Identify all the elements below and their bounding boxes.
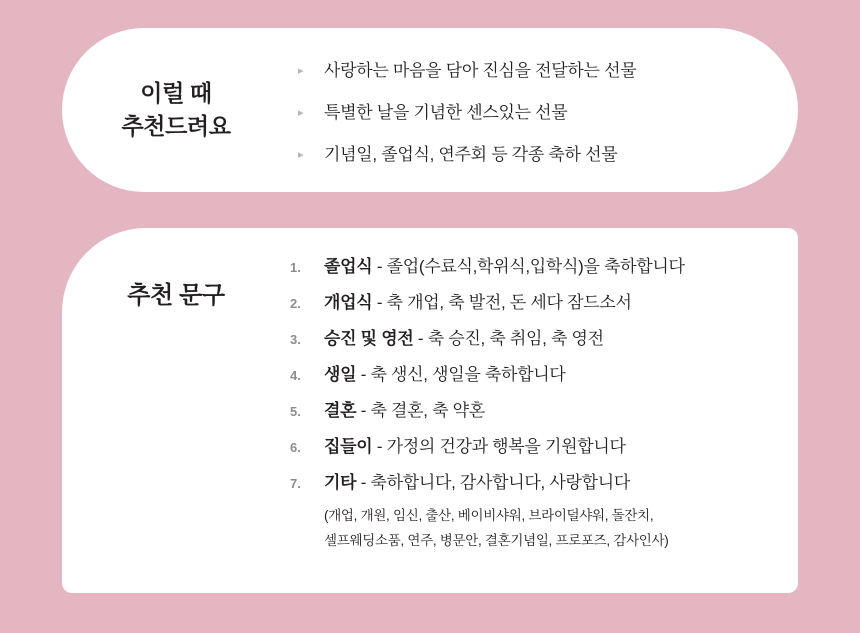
list-item-term: 승진 및 영전 (324, 329, 414, 348)
list-item (290, 324, 780, 349)
list-item-desc: - 축 결혼, 축 약혼 (360, 401, 485, 420)
note-line-2: 셀프웨딩소품, 연주, 병문안, 결혼기념일, 프로포즈, 감사인사) (324, 532, 669, 548)
list-item (290, 468, 780, 493)
list-item-term: 집들이 (324, 437, 373, 456)
list-item-label: 기념일, 졸업식, 연주회 등 각종 축하 선물 (324, 144, 618, 164)
list-item (298, 98, 778, 123)
recommended-phrases-title: 추천 문구 (127, 282, 225, 309)
list-item (290, 360, 780, 385)
list-item-number: 4. (290, 368, 301, 383)
list-item-text (324, 324, 604, 349)
list-item-desc: - 축하합니다, 감사합니다, 사랑합니다 (360, 473, 630, 492)
list-item-number: 5. (290, 404, 301, 419)
list-item-desc: - 졸업(수료식,학위식,입학식)을 축하합니다 (376, 257, 685, 276)
recommended-phrases-list (290, 228, 798, 554)
list-item-term: 개업식 (324, 293, 373, 312)
triangle-bullet-icon: ▸ (298, 148, 304, 161)
triangle-bullet-icon: ▸ (298, 106, 304, 119)
list-item (290, 396, 780, 421)
recommend-occasion-title (62, 77, 290, 142)
list-item-term: 졸업식 (324, 257, 373, 276)
list-item-term: 기타 (324, 473, 357, 492)
list-item-text (324, 468, 630, 493)
recommended-phrases-note (290, 504, 780, 554)
list-item-number: 1. (290, 260, 301, 275)
list-item-number: 6. (290, 440, 301, 455)
recommend-occasion-list (290, 56, 798, 165)
list-item-text (324, 288, 632, 313)
list-item-number: 2. (290, 296, 301, 311)
list-item (298, 140, 778, 165)
list-item-text (324, 396, 485, 421)
recommend-occasion-card (62, 28, 798, 192)
list-item-number: 7. (290, 476, 301, 491)
list-item-desc: - 축 생신, 생일을 축하합니다 (360, 365, 566, 384)
list-item-desc: - 가정의 건강과 행복을 기원합니다 (376, 437, 626, 456)
list-item (298, 56, 778, 81)
list-item-desc: - 축 승진, 축 취임, 축 영전 (417, 329, 604, 348)
list-item-label: 사랑하는 마음을 담아 진심을 전달하는 선물 (324, 60, 637, 80)
list-item-text (324, 360, 566, 385)
list-item-desc: - 축 개업, 축 발전, 돈 세다 잠드소서 (376, 293, 632, 312)
list-item (290, 432, 780, 457)
list-item-text (324, 432, 626, 457)
recommend-occasion-title-line-2: 추천드려요 (121, 113, 231, 139)
list-item-text (324, 252, 685, 277)
note-line-1: (개업, 개원, 임신, 출산, 베이비샤워, 브라이덜샤워, 돌잔치, (324, 508, 654, 523)
list-item-number: 3. (290, 332, 301, 347)
list-item-term: 생일 (324, 365, 357, 384)
list-item (290, 252, 780, 277)
recommend-occasion-title-line-1: 이럴 때 (140, 80, 212, 107)
recommended-phrases-card (62, 228, 798, 593)
list-item-label: 특별한 날을 기념한 센스있는 선물 (324, 102, 568, 122)
triangle-bullet-icon: ▸ (298, 64, 304, 77)
list-item (290, 288, 780, 313)
list-item-term: 결혼 (324, 401, 357, 420)
